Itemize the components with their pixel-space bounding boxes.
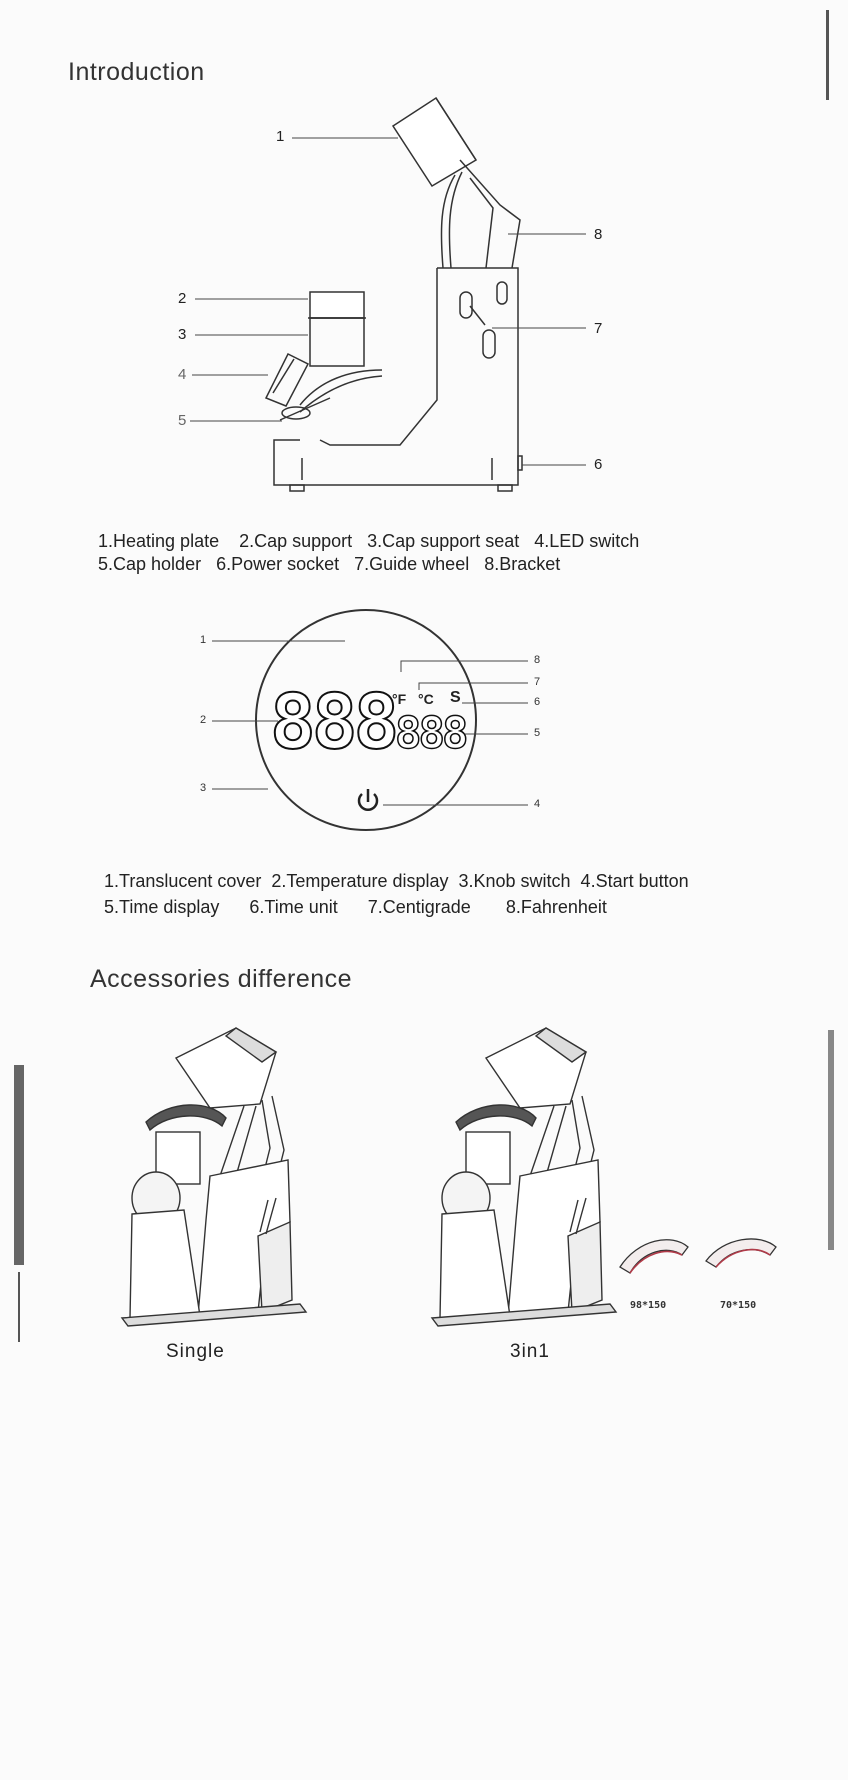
panel-callout-8: 8 [534, 654, 541, 666]
intro-callout-1: 1 [276, 128, 285, 145]
fahrenheit-unit: °F [392, 691, 407, 707]
accessories-heading: Accessories difference [90, 965, 353, 993]
time-unit: S [450, 689, 461, 706]
panel-caption-line1: 1.Translucent cover 2.Temperature display 3.Knob switch 4.Start button [104, 871, 689, 891]
panel-callout-2: 2 [200, 714, 207, 726]
intro-callout-5: 5 [178, 412, 187, 429]
curved-plate-98x150 [614, 1728, 684, 1780]
temperature-display: 888 [270, 677, 396, 766]
panel-caption-line2: 5.Time display 6.Time unit 7.Centigrade 8.Fahrenheit [104, 897, 607, 917]
plate-a-size: 98*150 [630, 1300, 667, 1311]
intro-caption-line1: 1.Heating plate 2.Cap support 3.Cap support seat 4.LED switch [98, 531, 640, 551]
centigrade-unit: °C [418, 691, 434, 707]
time-display: 888 [395, 708, 466, 759]
intro-callout-8: 8 [594, 226, 603, 243]
single-label: Single [166, 1341, 225, 1362]
intro-callout-7: 7 [594, 320, 603, 337]
panel-callout-3: 3 [200, 782, 207, 794]
panel-callout-7: 7 [534, 676, 541, 688]
intro-caption-line2: 5.Cap holder 6.Power socket 7.Guide wheel 8.Bracket [98, 554, 561, 574]
panel-callout-1: 1 [200, 634, 207, 646]
panel-callout-4: 4 [534, 798, 541, 810]
panel-callout-5: 5 [534, 727, 541, 739]
curved-plates-svg [600, 1225, 800, 1305]
intro-callout-6: 6 [594, 456, 603, 473]
panel-callout-6: 6 [534, 696, 541, 708]
3in1-label: 3in1 [510, 1341, 550, 1362]
intro-callout-3: 3 [178, 326, 187, 343]
intro-heading: Introduction [68, 58, 205, 86]
intro-callout-4: 4 [178, 366, 187, 383]
curved-plates-figure [600, 1225, 800, 1305]
plate-b-size: 70*150 [720, 1300, 757, 1311]
machine-side-svg [0, 0, 848, 520]
intro-callout-2: 2 [178, 290, 187, 307]
machine-side-diagram [0, 0, 848, 520]
